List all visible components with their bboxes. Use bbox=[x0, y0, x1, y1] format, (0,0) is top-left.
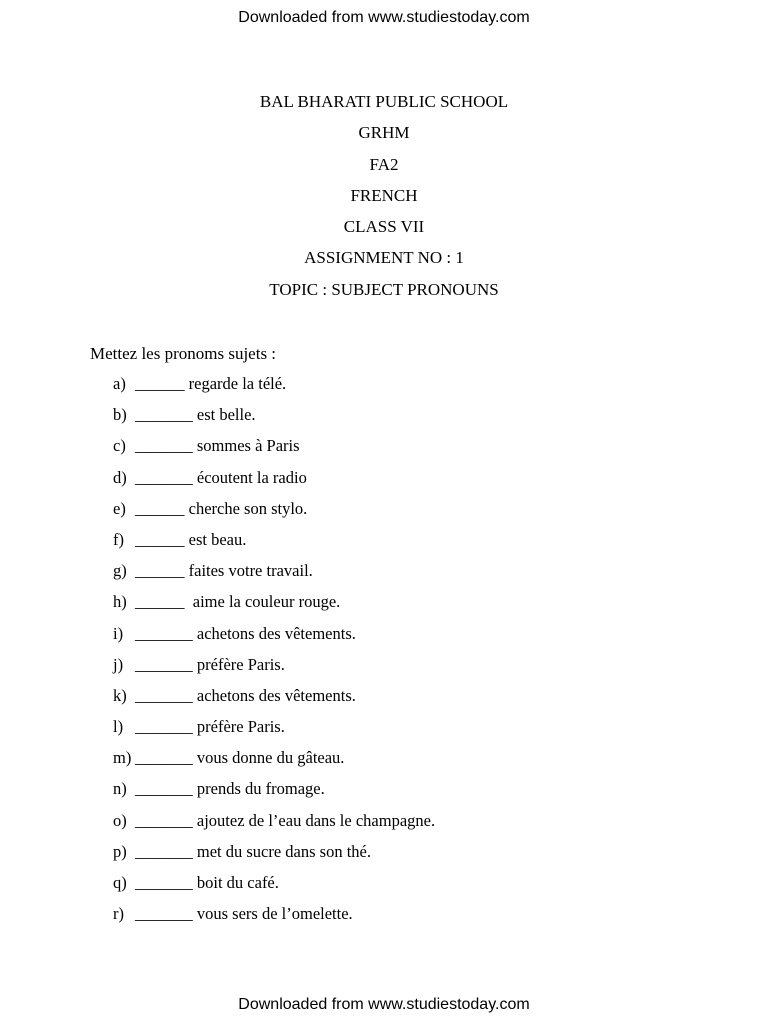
question-label: f) bbox=[113, 529, 124, 549]
question-label: o) bbox=[113, 810, 127, 830]
question-text: _______ achetons des vêtements. bbox=[135, 685, 356, 705]
watermark-bottom: Downloaded from www.studiestoday.com bbox=[238, 996, 530, 1013]
assignment-label: ASSIGNMENT NO : 1 bbox=[304, 248, 464, 267]
question-text: _______ achetons des vêtements. bbox=[135, 623, 356, 643]
question-item bbox=[113, 498, 308, 530]
question-label: l) bbox=[113, 717, 124, 737]
question-item bbox=[113, 873, 279, 904]
question-item bbox=[113, 748, 345, 779]
question-text: _______ est belle. bbox=[135, 405, 256, 425]
question-label: a) bbox=[113, 374, 126, 393]
question-text: _______ met du sucre dans son thé. bbox=[135, 841, 372, 861]
question-item bbox=[113, 405, 256, 436]
question-label: c) bbox=[113, 436, 126, 456]
question-item bbox=[113, 467, 307, 499]
question-item bbox=[113, 529, 247, 561]
watermark-top: Downloaded from www.studiestoday.com bbox=[238, 9, 530, 26]
question-item bbox=[113, 904, 353, 935]
question-label: d) bbox=[113, 467, 127, 487]
question-label: e) bbox=[113, 498, 126, 518]
question-item bbox=[113, 654, 285, 686]
assessment-label: FA2 bbox=[369, 155, 399, 174]
question-label: k) bbox=[113, 685, 127, 705]
school-name: BAL BHARATI PUBLIC SCHOOL bbox=[259, 92, 509, 111]
question-list bbox=[113, 374, 436, 935]
question-item bbox=[113, 779, 325, 810]
question-text: ______ regarde la télé. bbox=[135, 374, 287, 393]
question-text: ______ faites votre travail. bbox=[135, 561, 313, 581]
subject-label: FRENCH bbox=[350, 186, 418, 205]
question-text: _______ prends du fromage. bbox=[135, 779, 325, 799]
question-item bbox=[113, 623, 356, 655]
question-label: h) bbox=[113, 592, 127, 612]
question-item bbox=[113, 374, 287, 405]
question-text: ______ est beau. bbox=[135, 529, 247, 549]
question-text: ______ aime la couleur rouge. bbox=[135, 592, 341, 612]
question-item bbox=[113, 810, 436, 842]
question-label: n) bbox=[113, 779, 127, 799]
question-label: b) bbox=[113, 405, 127, 425]
question-text: _______ écoutent la radio bbox=[135, 467, 307, 487]
question-label: j) bbox=[113, 654, 124, 674]
instruction-text: Mettez les pronoms sujets : bbox=[90, 344, 277, 363]
question-label: r) bbox=[113, 904, 124, 924]
question-item bbox=[113, 436, 300, 467]
topic-label: TOPIC : SUBJECT PRONOUNS bbox=[269, 280, 499, 299]
question-item bbox=[113, 561, 313, 592]
branch-name: GRHM bbox=[358, 123, 410, 142]
question-label: p) bbox=[113, 841, 127, 861]
question-text: _______ ajoutez de l’eau dans le champagne. bbox=[135, 810, 436, 830]
question-text: _______ boit du café. bbox=[135, 873, 279, 892]
question-text: _______ préfère Paris. bbox=[135, 654, 285, 674]
question-text: _______ vous sers de l’omelette. bbox=[135, 904, 353, 924]
question-label: i) bbox=[113, 623, 124, 643]
class-label: CLASS VII bbox=[343, 217, 425, 236]
question-text: _______ préfère Paris. bbox=[135, 717, 285, 737]
question-item bbox=[113, 685, 356, 717]
question-item bbox=[113, 592, 341, 623]
question-text: _______ sommes à Paris bbox=[135, 436, 300, 456]
question-text: ______ cherche son stylo. bbox=[135, 498, 308, 518]
question-label: g) bbox=[113, 561, 127, 581]
question-label: m) bbox=[113, 748, 132, 768]
question-label: q) bbox=[113, 873, 127, 892]
question-item bbox=[113, 717, 285, 748]
question-text: _______ vous donne du gâteau. bbox=[135, 748, 345, 768]
question-item bbox=[113, 841, 372, 873]
